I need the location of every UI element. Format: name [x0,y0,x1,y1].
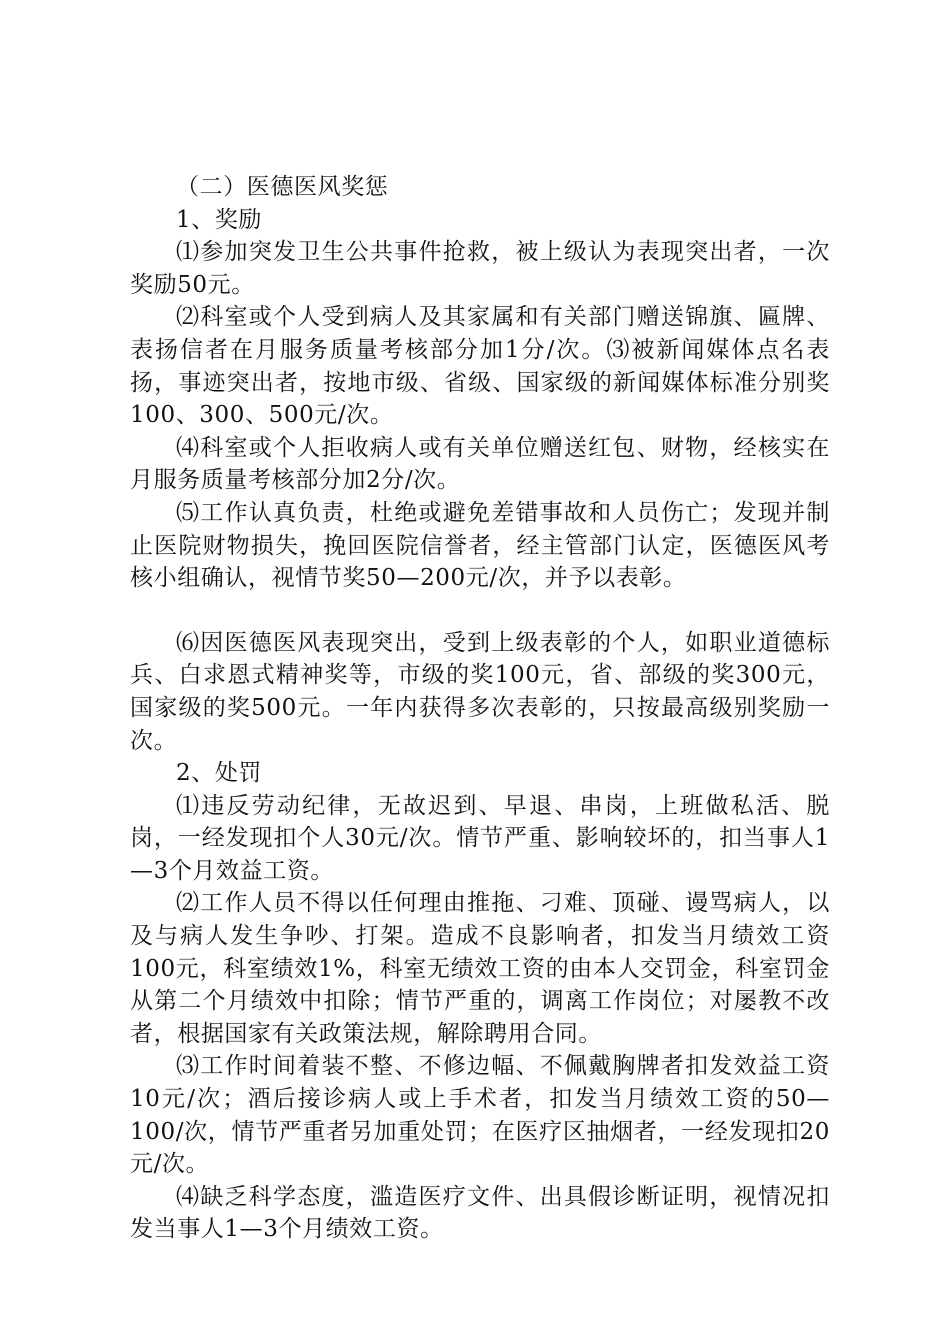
subsection-heading-rewards: 1、奖励 [176,206,263,233]
subsection-heading-penalties: 2、处罚 [176,760,263,787]
reward-item-1: ⑴参加突发卫生公共事件抢救，被上级认为表现突出者，一次奖励50元。 [130,239,830,298]
penalty-item-3: ⑶工作时间着装不整、不修边幅、不佩戴胸牌者扣发效益工资10元/次；酒后接诊病人或上手术者，扣发当月绩效工资的50—100/次，情节严重者另加重处罚；在医疗区抽烟者，一经发现扣20元/次。 [130,1053,830,1178]
penalty-item-4: ⑷缺乏科学态度，滥造医疗文件、出具假诊断证明，视情况扣发当事人1—3个月绩效工资。 [130,1183,830,1243]
reward-item-5: ⑸工作认真负责，杜绝或避免差错事故和人员伤亡；发现并制止医院财物损失，挽回医院信誉者，经主管部门认定，医德医风考核小组确认，视情节奖50—200元/次，并予以表彰。 [130,499,830,592]
document-body [130,171,830,1246]
penalty-item-1: ⑴违反劳动纪律，无故迟到、早退、串岗，上班做私活、脱岗，一经发现扣个人30元/次。情节严重、影响较坏的，扣当事人1—3个月效益工资。 [130,792,830,884]
reward-item-4: ⑷科室或个人拒收病人或有关单位赠送红包、财物，经核实在月服务质量考核部分加2分/次。 [130,434,830,494]
reward-item-6: ⑹因医德医风表现突出，受到上级表彰的个人，如职业道德标兵、白求恩式精神奖等，市级的奖100元，省、部级的奖300元，国家级的奖500元。一年内获得多次表彰的，只按最高级别奖励一次。 [130,629,830,754]
penalty-item-2: ⑵工作人员不得以任何理由推拖、刁难、顶碰、谩骂病人，以及与病人发生争吵、打架。造成不良影响者，扣发当月绩效工资100元，科室绩效1%，科室无绩效工资的由本人交罚金，科室罚金从第二个月绩效中扣除；情节严重的，调离工作岗位；对屡教不改者，根据国家有关政策法规，解除聘用合同。 [130,890,830,1047]
reward-item-2-3: ⑵科室或个人受到病人及其家属和有关部门赠送锦旗、匾牌、表扬信者在月服务质量考核部分加1分/次。⑶被新闻媒体点名表扬，事迹突出者，按地市级、省级、国家级的新闻媒体标准分别奖100、300、500元/次。 [130,304,830,429]
section-heading: （二）医德医风奖惩 [176,174,389,200]
